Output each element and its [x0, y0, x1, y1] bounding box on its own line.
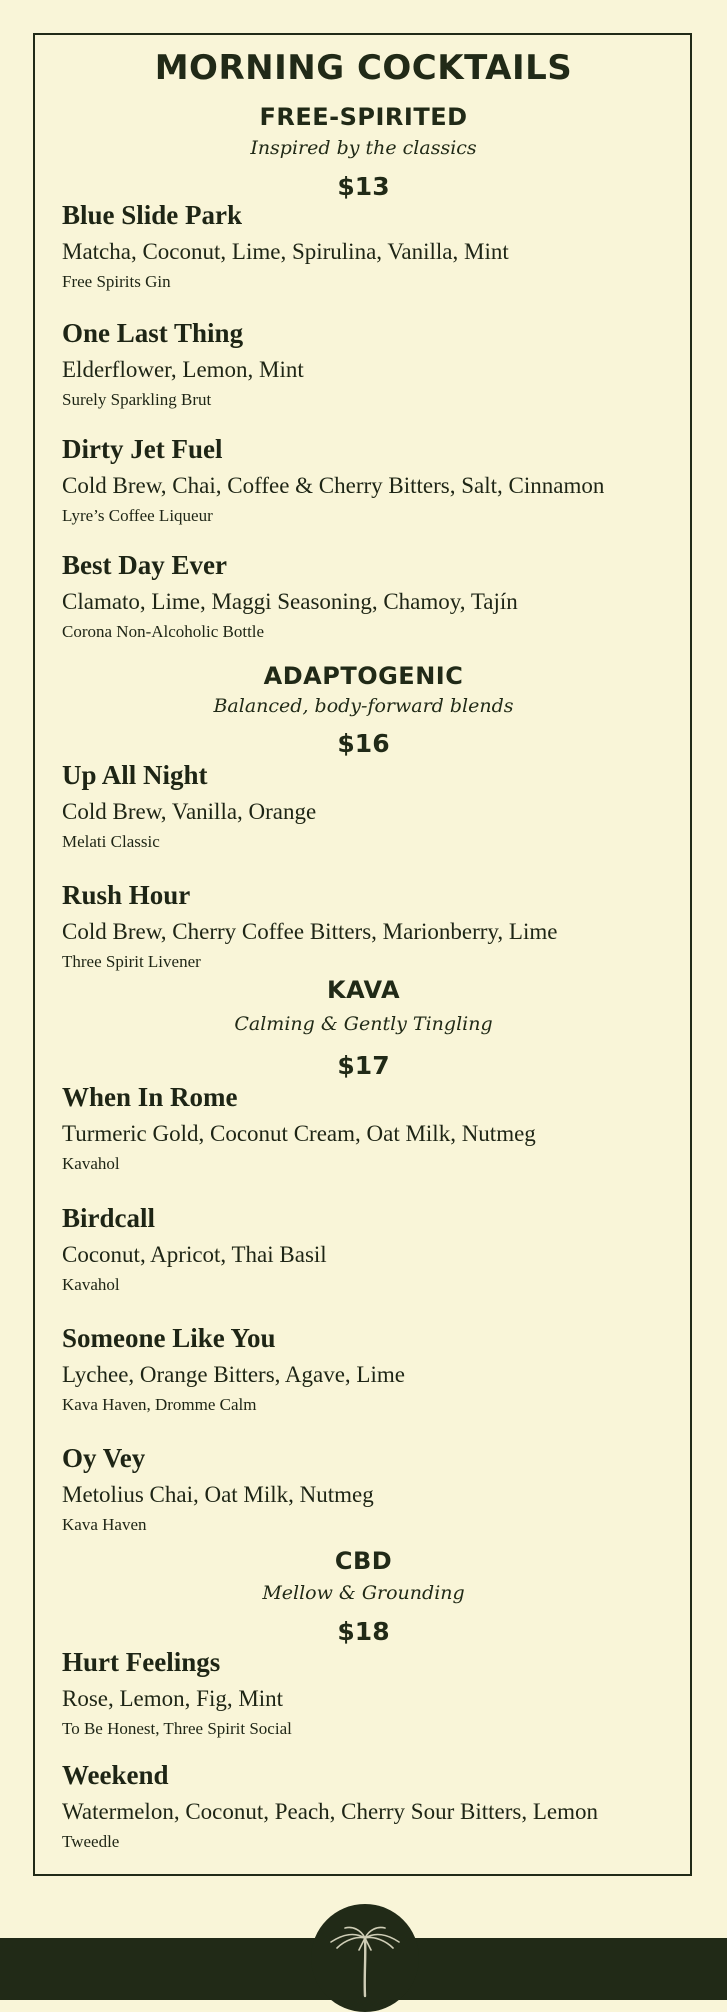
- item-ingredients: Cold Brew, Vanilla, Orange: [62, 799, 317, 824]
- section-price-cbd: $18: [337, 1617, 390, 1646]
- item-spirit: Kavahol: [62, 1154, 120, 1173]
- item-spirit: Three Spirit Livener: [62, 952, 201, 971]
- section-price-kava: $17: [337, 1051, 390, 1080]
- item-ingredients: Rose, Lemon, Fig, Mint: [62, 1686, 284, 1711]
- item-spirit: Kava Haven, Dromme Calm: [62, 1395, 257, 1414]
- item-spirit: Melati Classic: [62, 832, 160, 851]
- item-spirit: Kavahol: [62, 1275, 120, 1294]
- item-ingredients: Cold Brew, Cherry Coffee Bitters, Marionberry, Lime: [62, 919, 558, 944]
- item-name: Hurt Feelings: [62, 1647, 221, 1677]
- menu-item: [62, 550, 687, 643]
- menu-item: [62, 1082, 687, 1175]
- menu-item: [62, 1647, 687, 1740]
- item-name: One Last Thing: [62, 318, 244, 348]
- item-ingredients: Clamato, Lime, Maggi Seasoning, Chamoy, Tajín: [62, 589, 518, 614]
- item-spirit: Tweedle: [62, 1832, 120, 1851]
- menu-item: [62, 760, 687, 853]
- item-ingredients: Lychee, Orange Bitters, Agave, Lime: [62, 1362, 405, 1387]
- item-ingredients: Turmeric Gold, Coconut Cream, Oat Milk, Nutmeg: [62, 1121, 536, 1146]
- item-name: Up All Night: [62, 760, 208, 790]
- item-name: When In Rome: [62, 1082, 238, 1112]
- item-spirit: Free Spirits Gin: [62, 272, 171, 291]
- menu-item: [62, 318, 687, 411]
- section-tagline-cbd: Mellow & Grounding: [262, 1582, 465, 1604]
- item-name: Oy Vey: [62, 1443, 146, 1473]
- item-name: Dirty Jet Fuel: [62, 434, 223, 464]
- section-title-free-spirited: FREE-SPIRITED: [259, 103, 468, 131]
- section-title-cbd: CBD: [334, 1547, 393, 1575]
- item-spirit: Kava Haven: [62, 1515, 147, 1534]
- menu-item: [62, 434, 687, 527]
- item-ingredients: Elderflower, Lemon, Mint: [62, 357, 304, 382]
- item-spirit: Corona Non-Alcoholic Bottle: [62, 622, 265, 641]
- item-ingredients: Cold Brew, Chai, Coffee & Cherry Bitters, Salt, Cinnamon: [62, 473, 605, 498]
- item-name: Best Day Ever: [62, 550, 227, 580]
- menu-item: [62, 1443, 687, 1536]
- menu-item: [62, 1203, 687, 1296]
- menu-item: [62, 1760, 687, 1853]
- section-tagline-kava: Calming & Gently Tingling: [234, 1013, 493, 1035]
- item-name: Rush Hour: [62, 880, 191, 910]
- item-ingredients: Matcha, Coconut, Lime, Spirulina, Vanilla, Mint: [62, 239, 509, 264]
- section-tagline-adaptogenic: Balanced, body-forward blends: [213, 695, 514, 717]
- menu-item: [62, 880, 687, 973]
- item-spirit: Lyre’s Coffee Liqueur: [62, 506, 213, 525]
- item-name: Birdcall: [62, 1203, 155, 1233]
- section-price-adaptogenic: $16: [337, 729, 390, 758]
- item-name: Blue Slide Park: [62, 200, 243, 230]
- item-spirit: To Be Honest, Three Spirit Social: [62, 1719, 292, 1738]
- section-title-kava: KAVA: [326, 976, 401, 1004]
- item-ingredients: Coconut, Apricot, Thai Basil: [62, 1242, 327, 1267]
- item-name: Someone Like You: [62, 1323, 276, 1353]
- section-price-free-spirited: $13: [337, 172, 390, 201]
- section-tagline-free-spirited: Inspired by the classics: [250, 137, 477, 159]
- menu-item: [62, 1323, 687, 1416]
- item-name: Weekend: [62, 1760, 169, 1790]
- palm-tree-icon: [321, 1912, 409, 2000]
- item-ingredients: Metolius Chai, Oat Milk, Nutmeg: [62, 1482, 374, 1507]
- menu-item: [62, 200, 687, 293]
- item-ingredients: Watermelon, Coconut, Peach, Cherry Sour Bitters, Lemon: [62, 1799, 598, 1824]
- section-title-adaptogenic: ADAPTOGENIC: [263, 662, 464, 690]
- item-spirit: Surely Sparkling Brut: [62, 390, 212, 409]
- menu-title: MORNING COCKTAILS: [154, 48, 573, 88]
